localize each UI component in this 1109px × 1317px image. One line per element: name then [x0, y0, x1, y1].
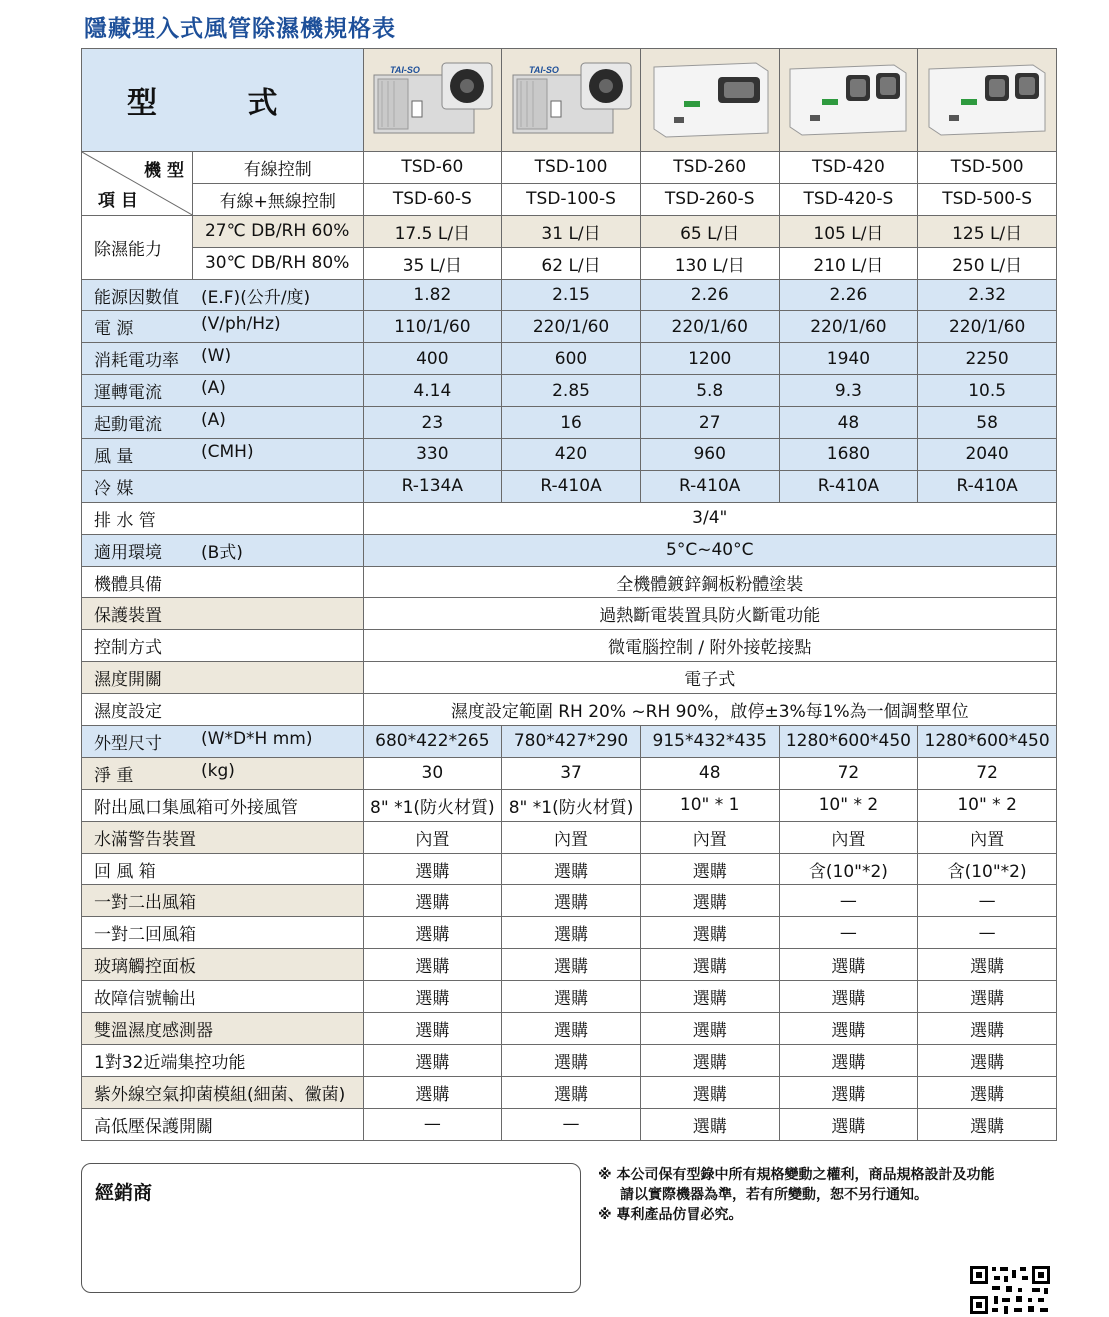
cell-value: 72: [918, 757, 1057, 789]
row-label: 一對二回風箱: [82, 917, 364, 949]
model-name: TSD-100-S: [502, 183, 641, 215]
cell-value: 選購: [363, 949, 502, 981]
row-label-text: 消耗電功率: [94, 351, 179, 372]
cell-value: 選購: [363, 853, 502, 885]
control-type-label: 有線控制: [192, 152, 363, 184]
product-image-medium: [640, 49, 779, 152]
cell-value: 960: [640, 439, 779, 471]
cell-value: 選購: [918, 1044, 1057, 1076]
row-label: 水滿警告裝置: [82, 821, 364, 853]
cell-value: 內置: [640, 821, 779, 853]
row-label-text: 風 量: [94, 446, 134, 467]
page-title: 隱藏埋入式風管除濕機規格表: [84, 16, 396, 42]
cell-value: 72: [779, 757, 918, 789]
cell-value: R-410A: [502, 470, 641, 502]
cell-value: 內置: [363, 821, 502, 853]
cell-value: —: [918, 917, 1057, 949]
unit-small-icon: [507, 53, 635, 143]
cell-value: 2.32: [918, 279, 1057, 311]
note-line: ※ 專利產品仿冒必究。: [598, 1207, 743, 1223]
row-unit: (A): [201, 378, 226, 399]
brand-logo: TAI-SO: [390, 64, 421, 75]
cell-value: 選購: [502, 1044, 641, 1076]
footnotes: [598, 1165, 994, 1225]
row-label: 故障信號輸出: [82, 981, 364, 1013]
note-line: 請以實際機器為準，若有所變動，恕不另行通知。: [620, 1187, 928, 1203]
unit-small-icon: [368, 53, 496, 143]
cell-value: 選購: [363, 885, 502, 917]
merged-value: 3/4": [363, 502, 1057, 534]
cell-value: 23: [363, 407, 502, 439]
cell-value: 680*422*265: [363, 726, 502, 758]
cell-value: 27: [640, 407, 779, 439]
cell-value: R-410A: [640, 470, 779, 502]
row-unit: (CMH): [201, 441, 254, 462]
model-name: TSD-100: [502, 152, 641, 184]
cell-value: 含(10"*2): [918, 853, 1057, 885]
cell-value: 1680: [779, 439, 918, 471]
row-label: 保護裝置: [82, 598, 364, 630]
cell-value: 220/1/60: [918, 311, 1057, 343]
qr-code-icon: [968, 1264, 1052, 1316]
cell-value: 選購: [918, 1013, 1057, 1045]
cell-value: 選購: [502, 949, 641, 981]
cell-value: 選購: [363, 917, 502, 949]
merged-value: 過熱斷電裝置具防火斷電功能: [363, 598, 1057, 630]
cell-value: 選購: [640, 1076, 779, 1108]
cell-value: R-410A: [779, 470, 918, 502]
cell-value: 35 L/日: [363, 247, 502, 279]
row-unit: (W): [201, 346, 232, 367]
brand-logo: TAI-SO: [529, 64, 559, 75]
cell-value: 選購: [502, 1076, 641, 1108]
row-label: [82, 726, 364, 758]
cell-value: 780*427*290: [502, 726, 641, 758]
row-label: [82, 279, 364, 311]
type-header: 型 式: [82, 49, 364, 152]
row-label: 排 水 管: [82, 502, 364, 534]
cell-value: 2040: [918, 439, 1057, 471]
cell-value: 130 L/日: [640, 247, 779, 279]
cell-value: 48: [779, 407, 918, 439]
cell-value: 1280*600*450: [918, 726, 1057, 758]
row-label: 除濕能力: [82, 215, 193, 279]
cell-value: 選購: [363, 981, 502, 1013]
cell-value: 600: [502, 343, 641, 375]
row-label: 濕度開關: [82, 662, 364, 694]
merged-value: 電子式: [363, 662, 1057, 694]
cell-value: 210 L/日: [779, 247, 918, 279]
cell-value: 內置: [918, 821, 1057, 853]
model-name: TSD-60-S: [363, 183, 502, 215]
cell-value: 10" * 2: [918, 789, 1057, 821]
cell-value: 5.8: [640, 375, 779, 407]
row-unit: (W*D*H mm): [201, 728, 313, 749]
cell-value: 30: [363, 757, 502, 789]
control-type-label: 有線+無線控制: [192, 183, 363, 215]
cell-value: 2.26: [640, 279, 779, 311]
merged-value: 微電腦控制 / 附外接乾接點: [363, 630, 1057, 662]
cell-value: 選購: [779, 1108, 918, 1140]
cell-value: 2.26: [779, 279, 918, 311]
cell-value: 4.14: [363, 375, 502, 407]
unit-medium-icon: [646, 53, 774, 143]
cell-value: 31 L/日: [502, 215, 641, 247]
row-unit: (B式): [201, 542, 243, 563]
cell-value: 2.85: [502, 375, 641, 407]
note-line: ※ 本公司保有型錄中所有規格變動之權利，商品規格設計及功能: [598, 1167, 995, 1183]
row-label-text: 運轉電流: [94, 383, 162, 404]
row-label: [82, 343, 364, 375]
cell-value: 250 L/日: [918, 247, 1057, 279]
row-label: 冷 媒: [82, 470, 364, 502]
row-label: [82, 407, 364, 439]
cell-value: R-134A: [363, 470, 502, 502]
merged-value: 全機體鍍鋅鋼板粉體塗裝: [363, 566, 1057, 598]
corner-diagonal-cell: [82, 152, 193, 216]
model-name: TSD-260: [640, 152, 779, 184]
cell-value: 16: [502, 407, 641, 439]
dealer-label: 經銷商: [95, 1182, 153, 1204]
row-unit: (V/ph/Hz): [201, 314, 281, 335]
row-label: 紫外線空氣抑菌模組(細菌、黴菌): [82, 1076, 364, 1108]
cell-value: 選購: [918, 1108, 1057, 1140]
cell-value: —: [918, 885, 1057, 917]
cell-value: 1940: [779, 343, 918, 375]
cell-value: 選購: [640, 853, 779, 885]
cell-value: 220/1/60: [502, 311, 641, 343]
row-label-text: 能源因數值: [94, 287, 179, 308]
cell-value: 選購: [640, 1044, 779, 1076]
merged-value: 5°C~40°C: [363, 534, 1057, 566]
model-name: TSD-500-S: [918, 183, 1057, 215]
cell-value: 17.5 L/日: [363, 215, 502, 247]
corner-model-label: 機 型: [144, 161, 184, 181]
cell-value: 220/1/60: [779, 311, 918, 343]
cell-value: 220/1/60: [640, 311, 779, 343]
model-name: TSD-420: [779, 152, 918, 184]
row-label: [82, 311, 364, 343]
row-unit: (E.F)(公升/度): [201, 287, 311, 308]
cell-value: 10" * 1: [640, 789, 779, 821]
cell-value: 選購: [640, 1108, 779, 1140]
cell-value: 2.15: [502, 279, 641, 311]
cell-value: 330: [363, 439, 502, 471]
cell-value: 選購: [918, 1076, 1057, 1108]
model-name: TSD-500: [918, 152, 1057, 184]
cell-value: R-410A: [918, 470, 1057, 502]
row-label: 回 風 箱: [82, 853, 364, 885]
cell-value: 2250: [918, 343, 1057, 375]
row-label: [82, 534, 364, 566]
corner-item-label: 項 目: [98, 190, 138, 211]
row-label: 濕度設定: [82, 694, 364, 726]
cell-value: 37: [502, 757, 641, 789]
cell-value: 8" *1(防火材質): [502, 789, 641, 821]
cell-value: 62 L/日: [502, 247, 641, 279]
merged-value: 濕度設定範圍 RH 20% ~RH 90%，啟停±3%每1%為一個調整單位: [363, 694, 1057, 726]
cell-value: 選購: [363, 1076, 502, 1108]
cell-value: 選購: [640, 885, 779, 917]
cell-value: 選購: [502, 1013, 641, 1045]
cell-value: 內置: [502, 821, 641, 853]
cell-value: 420: [502, 439, 641, 471]
cell-value: 10" * 2: [779, 789, 918, 821]
product-image-large: [918, 49, 1057, 152]
cell-value: —: [502, 1108, 641, 1140]
row-label-text: 適用環境: [94, 542, 162, 563]
cell-value: 選購: [640, 949, 779, 981]
cell-value: 選購: [779, 1076, 918, 1108]
row-label: 1對32近端集控功能: [82, 1044, 364, 1076]
cell-value: —: [363, 1108, 502, 1140]
cell-value: 選購: [779, 1044, 918, 1076]
cell-value: 10.5: [918, 375, 1057, 407]
cell-value: 1280*600*450: [779, 726, 918, 758]
cell-value: 選購: [363, 1044, 502, 1076]
cell-value: 選購: [502, 981, 641, 1013]
cell-value: 選購: [640, 981, 779, 1013]
cell-value: 選購: [502, 917, 641, 949]
unit-large-icon: [923, 53, 1051, 143]
cell-value: 125 L/日: [918, 215, 1057, 247]
unit-large-icon: [784, 53, 912, 143]
cell-value: 選購: [918, 949, 1057, 981]
cell-value: 915*432*435: [640, 726, 779, 758]
cell-value: 內置: [779, 821, 918, 853]
row-label-text: 起動電流: [94, 415, 162, 436]
row-label: 玻璃觸控面板: [82, 949, 364, 981]
row-label: 控制方式: [82, 630, 364, 662]
cell-value: 選購: [640, 1013, 779, 1045]
product-image-large: [779, 49, 918, 152]
cell-value: 8" *1(防火材質): [363, 789, 502, 821]
row-label-text: 外型尺寸: [94, 733, 162, 754]
row-label: 附出風口集風箱可外接風管: [82, 789, 364, 821]
cell-value: 1200: [640, 343, 779, 375]
cell-value: 65 L/日: [640, 215, 779, 247]
cell-value: 選購: [363, 1013, 502, 1045]
model-name: TSD-60: [363, 152, 502, 184]
cell-value: —: [779, 917, 918, 949]
row-label: [82, 375, 364, 407]
dealer-box: [81, 1163, 581, 1293]
condition-label: 27℃ DB/RH 60%: [192, 215, 363, 247]
cell-value: 選購: [502, 853, 641, 885]
cell-value: 選購: [918, 981, 1057, 1013]
cell-value: 選購: [640, 917, 779, 949]
cell-value: —: [779, 885, 918, 917]
product-image-small: [363, 49, 502, 152]
row-label: 一對二出風箱: [82, 885, 364, 917]
model-name: TSD-420-S: [779, 183, 918, 215]
product-image-small: [502, 49, 641, 152]
row-label-text: 電 源: [94, 319, 134, 340]
cell-value: 選購: [779, 949, 918, 981]
cell-value: 選購: [502, 885, 641, 917]
cell-value: 58: [918, 407, 1057, 439]
row-label: 高低壓保護開關: [82, 1108, 364, 1140]
cell-value: 1.82: [363, 279, 502, 311]
row-label: 機體具備: [82, 566, 364, 598]
row-label: [82, 439, 364, 471]
row-label: [82, 757, 364, 789]
cell-value: 105 L/日: [779, 215, 918, 247]
row-label-text: 淨 重: [94, 765, 134, 786]
cell-value: 400: [363, 343, 502, 375]
cell-value: 9.3: [779, 375, 918, 407]
spec-table: [81, 48, 1057, 1141]
cell-value: 選購: [779, 981, 918, 1013]
cell-value: 110/1/60: [363, 311, 502, 343]
condition-label: 30℃ DB/RH 80%: [192, 247, 363, 279]
row-unit: (kg): [201, 760, 235, 781]
cell-value: 含(10"*2): [779, 853, 918, 885]
model-name: TSD-260-S: [640, 183, 779, 215]
cell-value: 選購: [779, 1013, 918, 1045]
cell-value: 48: [640, 757, 779, 789]
row-unit: (A): [201, 410, 226, 431]
row-label: 雙溫濕度感測器: [82, 1013, 364, 1045]
